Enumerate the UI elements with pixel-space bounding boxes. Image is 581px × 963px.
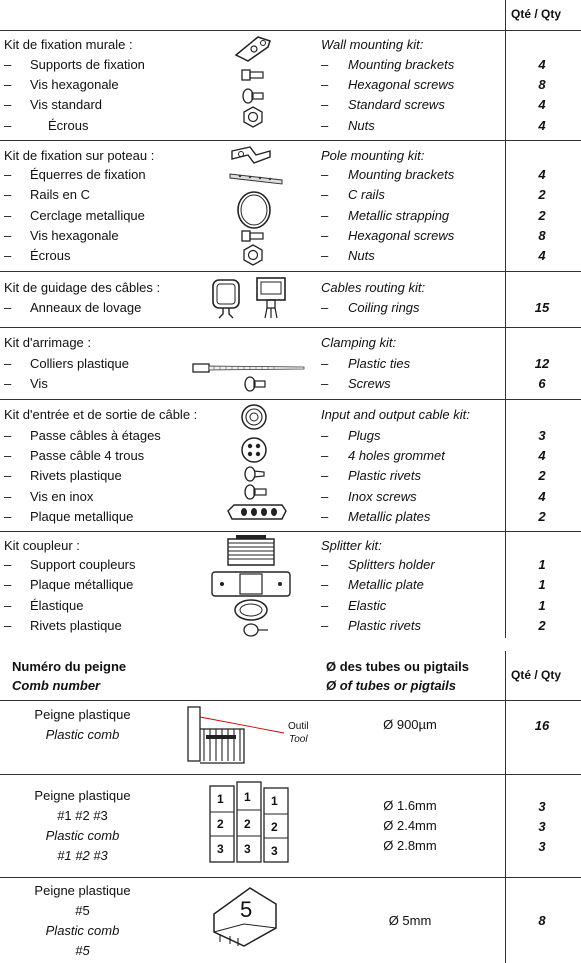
- item-en: Plugs: [348, 428, 381, 443]
- comb-name-fr: Peigne plastique: [34, 883, 131, 898]
- item-fr: Plaque métallique: [30, 577, 134, 592]
- comb-row-divider: [0, 877, 581, 878]
- item-en: Standard screws: [348, 97, 445, 112]
- item-en: Nuts: [348, 118, 375, 133]
- nut-icon: [242, 106, 264, 128]
- item-fr: Rivets plastique: [30, 618, 122, 633]
- section-title-fr: Kit coupleur :: [4, 538, 80, 553]
- tube-diameter: Ø 2.4mm: [383, 818, 437, 833]
- plastic-tie-icon: [192, 362, 306, 374]
- item-fr: Support coupleurs: [30, 557, 136, 572]
- item-fr: Vis hexagonale: [30, 228, 119, 243]
- metal-strapping-icon: [235, 190, 273, 230]
- item-qty: 4: [538, 248, 546, 263]
- comb-numbers: #1 #2 #3: [57, 808, 108, 823]
- tubes-header-en: Ø of tubes or pigtails: [326, 678, 457, 693]
- comb-name-en: Plastic comb: [45, 727, 120, 742]
- item-en: Screws: [348, 376, 391, 391]
- hex-screw-icon: [241, 68, 265, 82]
- comb-digit: 3: [217, 842, 224, 856]
- item-qty: 6: [538, 376, 546, 391]
- section-title-en: Pole mounting kit:: [321, 148, 425, 163]
- comb-qty: 3: [538, 799, 546, 814]
- section-divider: [0, 531, 581, 532]
- item-en: Metallic strapping: [348, 208, 450, 223]
- item-qty: 4: [538, 118, 546, 133]
- metallic-plate-icon: [226, 503, 288, 523]
- tube-diameter: Ø 5mm: [388, 913, 432, 928]
- item-qty: 2: [538, 509, 546, 524]
- item-qty: 2: [538, 468, 546, 483]
- stepped-plug-icon: [240, 403, 268, 431]
- elastic-icon: [232, 598, 270, 638]
- item-fr: Cerclage metallique: [30, 208, 145, 223]
- qty-header: Qté / Qty: [511, 7, 562, 21]
- section-title-en: Clamping kit:: [321, 335, 397, 350]
- standard-screw-icon: [242, 88, 264, 104]
- section-title-en: Input and output cable kit:: [321, 407, 470, 422]
- comb-name-fr: Peigne plastique: [34, 788, 131, 803]
- item-en: Mounting brackets: [348, 167, 455, 182]
- item-en: Metallic plate: [348, 577, 424, 592]
- item-qty: 1: [538, 577, 546, 592]
- comb-qty: 16: [534, 718, 550, 733]
- item-fr: Écrous: [48, 118, 89, 133]
- item-qty: 4: [538, 167, 546, 182]
- item-fr: Supports de fixation: [30, 57, 145, 72]
- section-title-fr: Kit de guidage des câbles :: [4, 280, 161, 295]
- comb-5-icon: [210, 884, 280, 950]
- hex-screw-icon: [241, 229, 265, 243]
- comb-digit: 2: [271, 820, 278, 834]
- item-fr: Élastique: [30, 598, 84, 613]
- c-rail-icon: [228, 170, 284, 186]
- tube-diameter: Ø 2.8mm: [383, 838, 437, 853]
- item-en: Nuts: [348, 248, 375, 263]
- comb-digit: 1: [244, 790, 251, 804]
- numbered-combs-icon: [206, 778, 292, 866]
- comb-digit: 2: [217, 817, 224, 831]
- angle-bracket-icon: [230, 145, 272, 167]
- section-title-en: Splitter kit:: [321, 538, 382, 553]
- item-fr: Vis standard: [30, 97, 103, 112]
- item-fr: Rails en C: [30, 187, 90, 202]
- item-en: Elastic: [348, 598, 387, 613]
- item-qty: 4: [538, 448, 546, 463]
- metallic-plate-icon: [210, 570, 292, 598]
- screw-icon: [244, 376, 266, 392]
- item-fr: Vis hexagonale: [30, 77, 119, 92]
- comb-qty: 3: [538, 839, 546, 854]
- item-fr: Rivets plastique: [30, 468, 122, 483]
- grommet-4-holes-icon: [240, 436, 268, 464]
- item-en: Hexagonal screws: [348, 228, 455, 243]
- item-en: Inox screws: [348, 489, 417, 504]
- item-qty: 1: [538, 598, 546, 613]
- section-title-fr: Kit d'entrée et de sortie de câble :: [4, 407, 198, 422]
- section-title-fr: Kit d'arrimage :: [4, 335, 92, 350]
- section-divider: [0, 271, 581, 272]
- tool-label-fr: Outil: [288, 721, 309, 732]
- splitter-holder-icon: [222, 535, 280, 569]
- comb-with-tool-icon: [184, 705, 274, 767]
- mounting-bracket-icon: [232, 33, 276, 63]
- comb-qty-header: Qté / Qty: [511, 668, 562, 682]
- comb-header-divider: [0, 700, 581, 701]
- comb-name-en: Plastic comb: [45, 923, 120, 938]
- item-qty: 4: [538, 489, 546, 504]
- comb-digit: 3: [271, 844, 278, 858]
- comb-numbers-en: #1 #2 #3: [57, 848, 108, 863]
- comb-number-en: #5: [75, 943, 90, 958]
- item-en: Mounting brackets: [348, 57, 455, 72]
- section-title-fr: Kit de fixation sur poteau :: [4, 148, 155, 163]
- item-fr: Passe câble 4 trous: [30, 448, 145, 463]
- comb-name-fr: Peigne plastique: [34, 707, 131, 722]
- comb-digit: 1: [271, 794, 278, 808]
- section-divider: [0, 30, 581, 31]
- item-qty: 2: [538, 208, 546, 223]
- tube-diameter: Ø 900µm: [383, 717, 437, 732]
- item-qty: 1: [538, 557, 546, 572]
- section-title-en: Wall mounting kit:: [321, 37, 424, 52]
- coiling-ring-icon: [209, 274, 245, 322]
- comb-qty: 8: [538, 913, 546, 928]
- tube-diameter: Ø 1.6mm: [383, 798, 437, 813]
- comb-number: #5: [75, 903, 90, 918]
- item-en: Metallic plates: [348, 509, 431, 524]
- inox-screw-icon: [244, 484, 268, 500]
- section-title-fr: Kit de fixation murale :: [4, 37, 133, 52]
- coiling-ring-icon: [253, 274, 289, 322]
- item-qty: 12: [534, 356, 550, 371]
- comb-digit: 1: [217, 792, 224, 806]
- qty-column-divider: [505, 0, 506, 638]
- plastic-rivet-icon: [244, 466, 266, 482]
- item-fr: Plaque metallique: [30, 509, 134, 524]
- comb-name-en: Plastic comb: [45, 828, 120, 843]
- item-en: Hexagonal screws: [348, 77, 455, 92]
- comb-header-fr: Numéro du peigne: [12, 659, 127, 674]
- item-en: 4 holes grommet: [348, 448, 445, 463]
- item-en: C rails: [348, 187, 385, 202]
- item-qty: 8: [538, 77, 546, 92]
- section-divider: [0, 140, 581, 141]
- nut-icon: [242, 244, 264, 266]
- item-fr: Vis: [30, 376, 48, 391]
- comb-header-en: Comb number: [12, 678, 101, 693]
- item-qty: 15: [534, 300, 550, 315]
- comb-qty: 3: [538, 819, 546, 834]
- item-fr: Écrous: [30, 248, 71, 263]
- section-divider: [0, 327, 581, 328]
- tool-label-en: Tool: [289, 734, 308, 745]
- comb-digit: 3: [244, 842, 251, 856]
- item-qty: 2: [538, 618, 546, 633]
- comb-digit: 5: [240, 897, 253, 922]
- item-fr: Anneaux de lovage: [30, 300, 142, 315]
- item-qty: 4: [538, 57, 546, 72]
- item-qty: 8: [538, 228, 546, 243]
- item-fr: Équerres de fixation: [30, 167, 146, 182]
- item-en: Splitters holder: [348, 557, 435, 572]
- item-en: Plastic rivets: [348, 468, 421, 483]
- tubes-header-fr: Ø des tubes ou pigtails: [326, 659, 470, 674]
- item-fr: Vis en inox: [30, 489, 94, 504]
- item-en: Plastic ties: [348, 356, 411, 371]
- comb-qty-divider: [505, 651, 506, 963]
- section-title-en: Cables routing kit:: [321, 280, 426, 295]
- item-qty: 3: [538, 428, 546, 443]
- item-qty: 4: [538, 97, 546, 112]
- item-fr: Passe câbles à étages: [30, 428, 161, 443]
- item-en: Coiling rings: [348, 300, 420, 315]
- comb-row-divider: [0, 774, 581, 775]
- item-fr: Colliers plastique: [30, 356, 129, 371]
- item-en: Plastic rivets: [348, 618, 421, 633]
- item-qty: 2: [538, 187, 546, 202]
- comb-digit: 2: [244, 817, 251, 831]
- section-divider: [0, 399, 581, 400]
